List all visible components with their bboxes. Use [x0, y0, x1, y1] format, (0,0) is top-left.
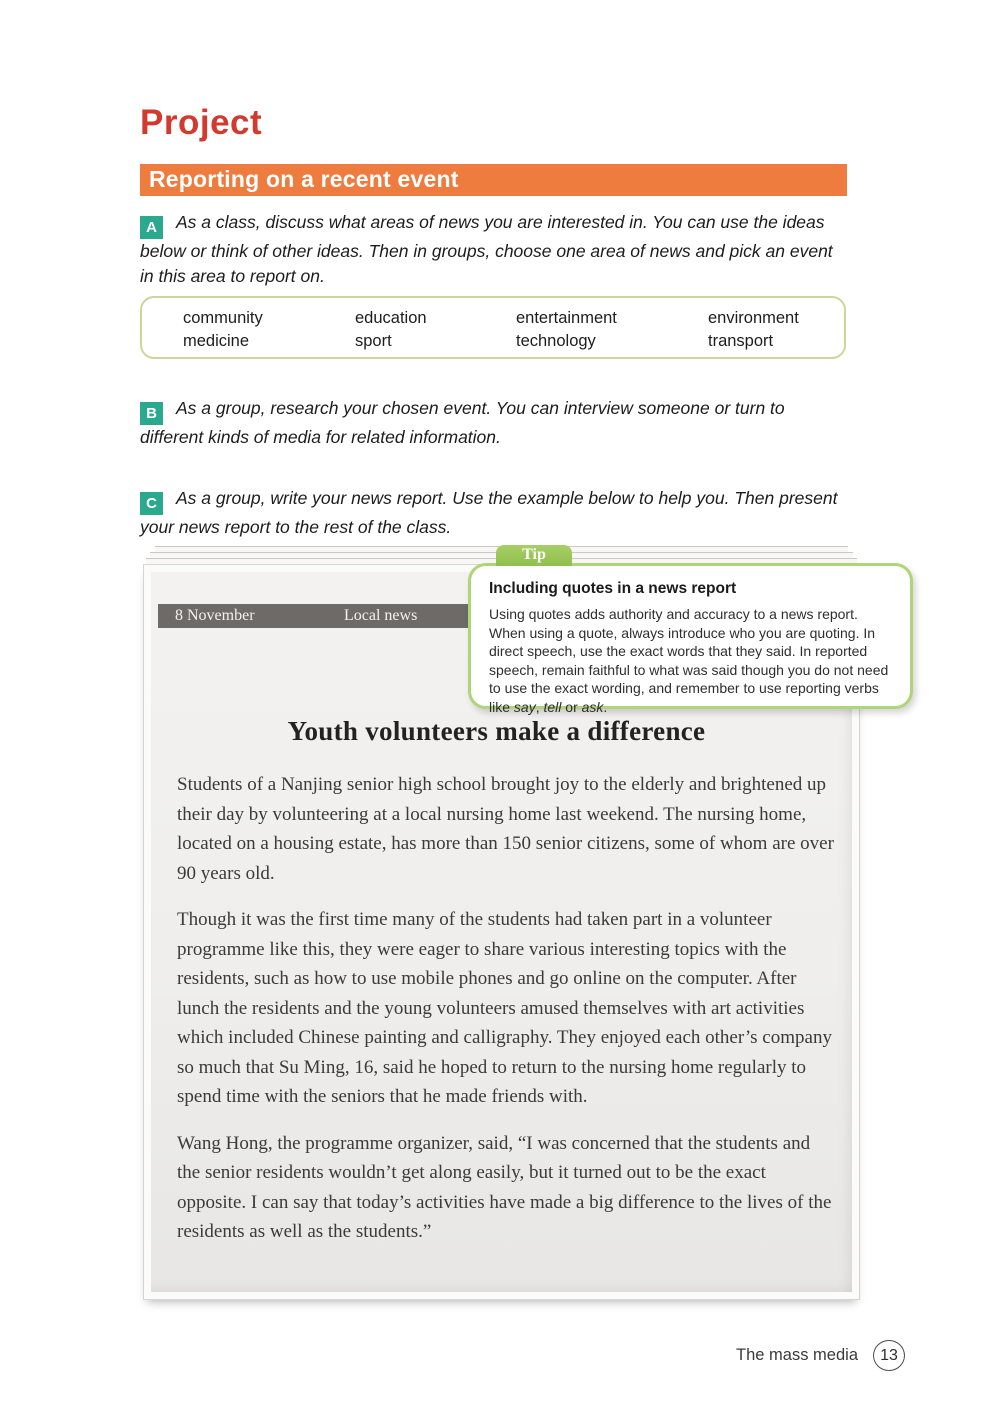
tip-callout [468, 546, 913, 715]
tip-body-text: , [535, 698, 544, 715]
section-banner: Reporting on a recent event [140, 164, 847, 196]
article-paragraph-3: Wang Hong, the programme organizer, said, “I was concerned that the students and the senior residents wouldn’t get along easily, but it turned out to be the exact opposite. I can say that today’s activities have made a big difference to the lives of the residents as well as the students.” [177, 1132, 832, 1242]
tip-body-italic-word: say [513, 698, 536, 715]
page-footer [660, 1339, 905, 1372]
step-b [140, 396, 848, 450]
step-a-text: As a class, discuss what areas of news you are interested in. You can use the ideas below or think of other ideas. Then in groups, choose one area of news and pick an event in this area to report on. [140, 212, 833, 286]
article-body [177, 770, 837, 1264]
tip-body [471, 598, 910, 716]
tip-body-italic-word: ask [581, 698, 604, 715]
page-title: Project [140, 103, 263, 142]
idea-box [140, 296, 846, 359]
step-b-text: As a group, research your chosen event. You can interview someone or turn to different kinds of media for related information. [140, 398, 785, 447]
idea-word: community [183, 309, 263, 327]
article-headline: Youth volunteers make a difference [287, 716, 706, 746]
step-c [140, 486, 848, 540]
newspaper-date: 8 November [175, 607, 255, 624]
article-paragraph-2: Though it was the first time many of the students had taken part in a volunteer programme like this, they were eager to share various interesting topics with the residents, such as how to use mobile phones and go online on the computer. After lunch the residents and the young volunteers amused themselves with art activities which included Chinese painting and calligraphy. They enjoyed each other’s company so much that Su Ming, 16, said he hoped to return to the nursing home regularly to spend time with the seniors that he made friends with. [177, 909, 832, 1107]
step-b-badge: B [140, 402, 163, 425]
tip-heading: Including quotes in a news report [489, 580, 737, 597]
step-a [140, 210, 848, 289]
step-c-badge: C [140, 492, 163, 515]
idea-word: education [355, 309, 427, 327]
idea-word: sport [355, 332, 392, 350]
page-number: 13 [873, 1340, 905, 1371]
idea-word: transport [708, 332, 774, 350]
idea-word: environment [708, 309, 799, 327]
idea-word: entertainment [516, 309, 617, 327]
newspaper-section: Local news [344, 607, 418, 624]
article-paragraph-1: Students of a Nanjing senior high school brought joy to the elderly and brightened up their day by volunteering at a local nursing home last weekend. The nursing home, located on a housing estate, has more than 150 senior citizens, some of whom are over 90 years old. [177, 774, 834, 884]
step-a-badge: A [140, 216, 163, 239]
footer-label: The mass media [736, 1346, 858, 1364]
tip-body-text: Using quotes adds authority and accuracy to a news report. When using a quote, always introduce who you are quoting. In direct speech, use the exact words that they said. In reported speech, remain faithful to what was said though you do not need to use the exact wording, and remember to use reporting verbs like [489, 606, 889, 715]
idea-word: technology [516, 332, 596, 350]
tip-body-italic-word: tell [543, 698, 562, 715]
tip-body-text: or [561, 698, 582, 715]
tip-tab: Tip [496, 545, 572, 566]
step-c-text: As a group, write your news report. Use the example below to help you. Then present your news report to the rest of the class. [140, 488, 838, 537]
idea-word: medicine [183, 332, 250, 350]
tip-body-text: . [603, 698, 608, 715]
